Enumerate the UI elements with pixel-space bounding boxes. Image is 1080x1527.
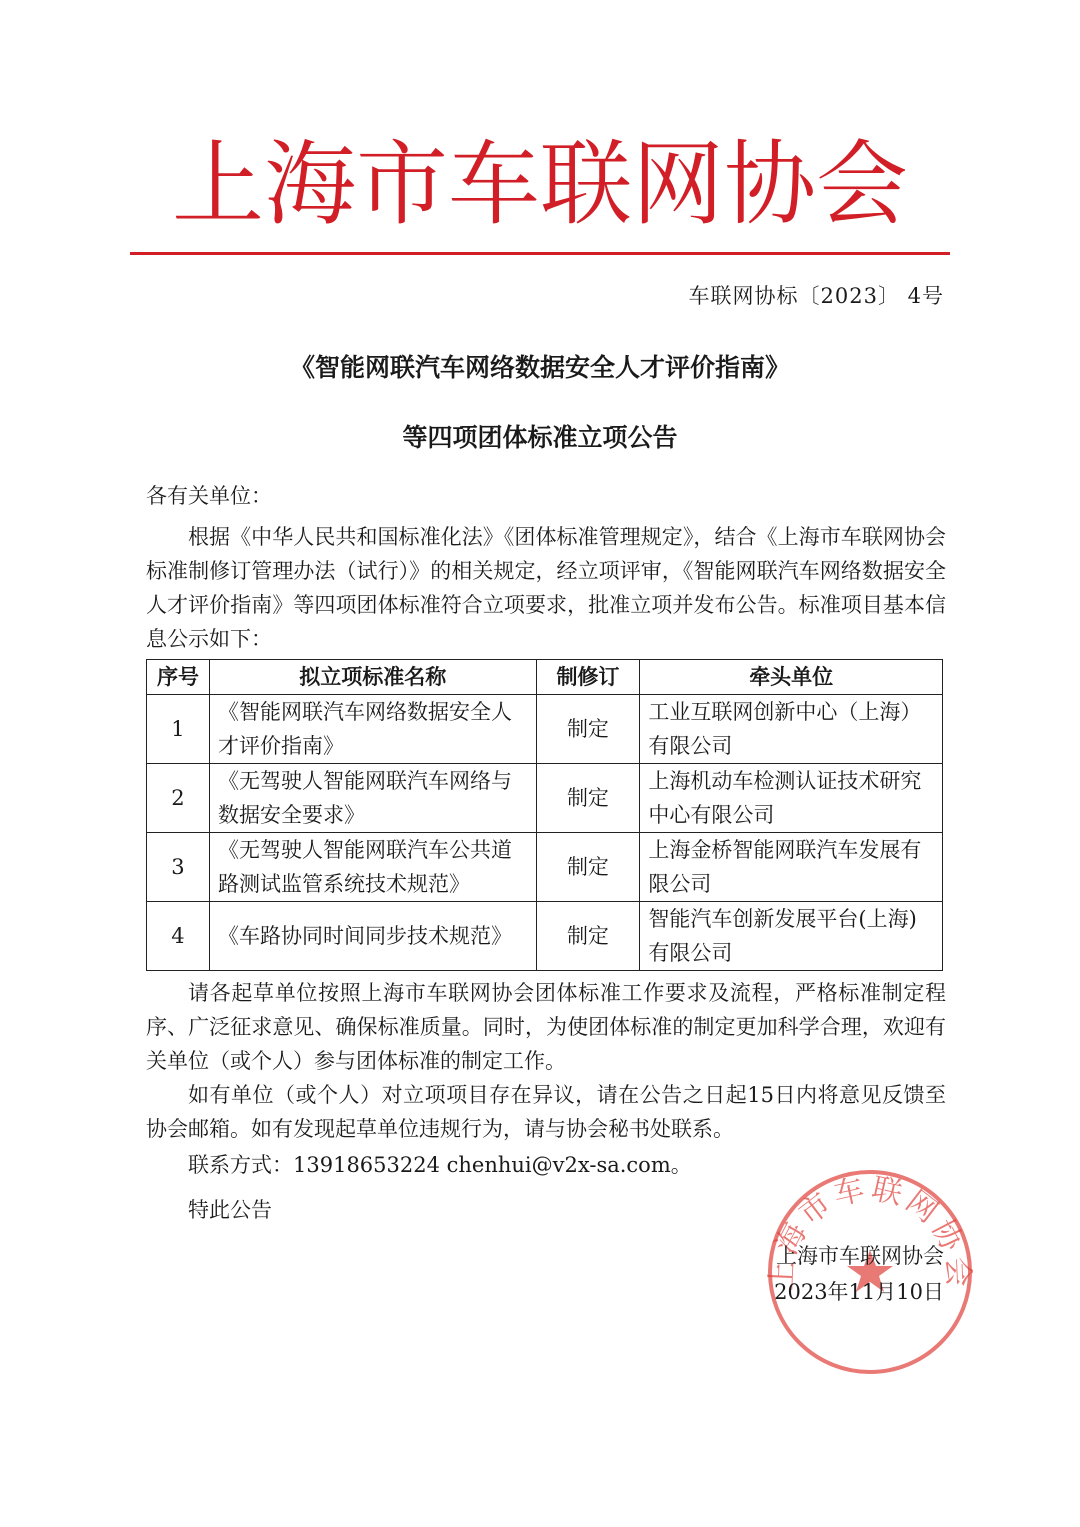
table-row bbox=[147, 764, 943, 833]
letterhead-title: 上海市车联网协会 bbox=[171, 131, 908, 238]
header-name: 拟立项标准名称 bbox=[209, 660, 536, 695]
cell-name: 《无驾驶人智能网联汽车网络与数据安全要求》 bbox=[209, 764, 536, 833]
standards-table bbox=[146, 659, 943, 971]
cell-type: 制定 bbox=[536, 764, 640, 833]
cell-type: 制定 bbox=[536, 695, 640, 764]
signature-block bbox=[774, 1238, 944, 1310]
cell-name: 《无驾驶人智能网联汽车公共道路测试监管系统技术规范》 bbox=[209, 833, 536, 902]
letterhead-rule bbox=[130, 252, 950, 255]
paragraph-closing: 特此公告 bbox=[188, 1198, 272, 1222]
cell-no: 3 bbox=[147, 833, 210, 902]
cell-unit: 智能汽车创新发展平台(上海)有限公司 bbox=[640, 902, 943, 971]
signature-org: 上海市车联网协会 bbox=[776, 1244, 944, 1268]
salutation: 各有关单位： bbox=[146, 484, 272, 508]
header-no: 序号 bbox=[147, 660, 210, 695]
table-header-row bbox=[147, 660, 943, 695]
cell-no: 1 bbox=[147, 695, 210, 764]
cell-unit: 工业互联网创新中心（上海）有限公司 bbox=[640, 695, 943, 764]
cell-type: 制定 bbox=[536, 902, 640, 971]
header-unit: 牵头单位 bbox=[640, 660, 943, 695]
cell-unit: 上海金桥智能网联汽车发展有限公司 bbox=[640, 833, 943, 902]
table-row bbox=[147, 833, 943, 902]
paragraph-intro: 根据《中华人民共和国标准化法》《团体标准管理规定》，结合《上海市车联网协会标准制修订管理办法（试行）》的相关规定，经立项评审，《智能网联汽车网络数据安全人才评价指南》等四项团体标准符合立项要求，批准立项并发布公告。标准项目基本信息公示如下： bbox=[146, 525, 946, 651]
announcement-title-line2: 等四项团体标准立项公告 bbox=[402, 423, 678, 452]
paragraph-objections: 如有单位（或个人）对立项项目存在异议，请在公告之日起15日内将意见反馈至协会邮箱。如有发现起草单位违规行为，请与协会秘书处联系。 bbox=[146, 1083, 946, 1141]
cell-type: 制定 bbox=[536, 833, 640, 902]
cell-unit: 上海机动车检测认证技术研究中心有限公司 bbox=[640, 764, 943, 833]
cell-no: 2 bbox=[147, 764, 210, 833]
cell-name: 《智能网联汽车网络数据安全人才评价指南》 bbox=[209, 695, 536, 764]
paragraph-contact: 联系方式：13918653224 chenhui@v2x-sa.com。 bbox=[188, 1153, 692, 1177]
svg-text:上海市车联网协会: 上海市车联网协会 bbox=[764, 1171, 976, 1292]
table-row bbox=[147, 695, 943, 764]
header-type: 制修订 bbox=[536, 660, 640, 695]
paragraph-requirements: 请各起草单位按照上海市车联网协会团体标准工作要求及流程，严格标准制定程序、广泛征求意见、确保标准质量。同时，为使团体标准的制定更加科学合理，欢迎有关单位（或个人）参与团体标准的制定工作。 bbox=[146, 981, 946, 1073]
signature-date: 2023年11月10日 bbox=[774, 1280, 944, 1304]
document-number: 车联网协标〔2023〕 4号 bbox=[688, 284, 944, 308]
table-row bbox=[147, 902, 943, 971]
cell-name: 《车路协同时间同步技术规范》 bbox=[209, 902, 536, 971]
cell-no: 4 bbox=[147, 902, 210, 971]
announcement-title-line1: 《智能网联汽车网络数据安全人才评价指南》 bbox=[289, 353, 790, 382]
